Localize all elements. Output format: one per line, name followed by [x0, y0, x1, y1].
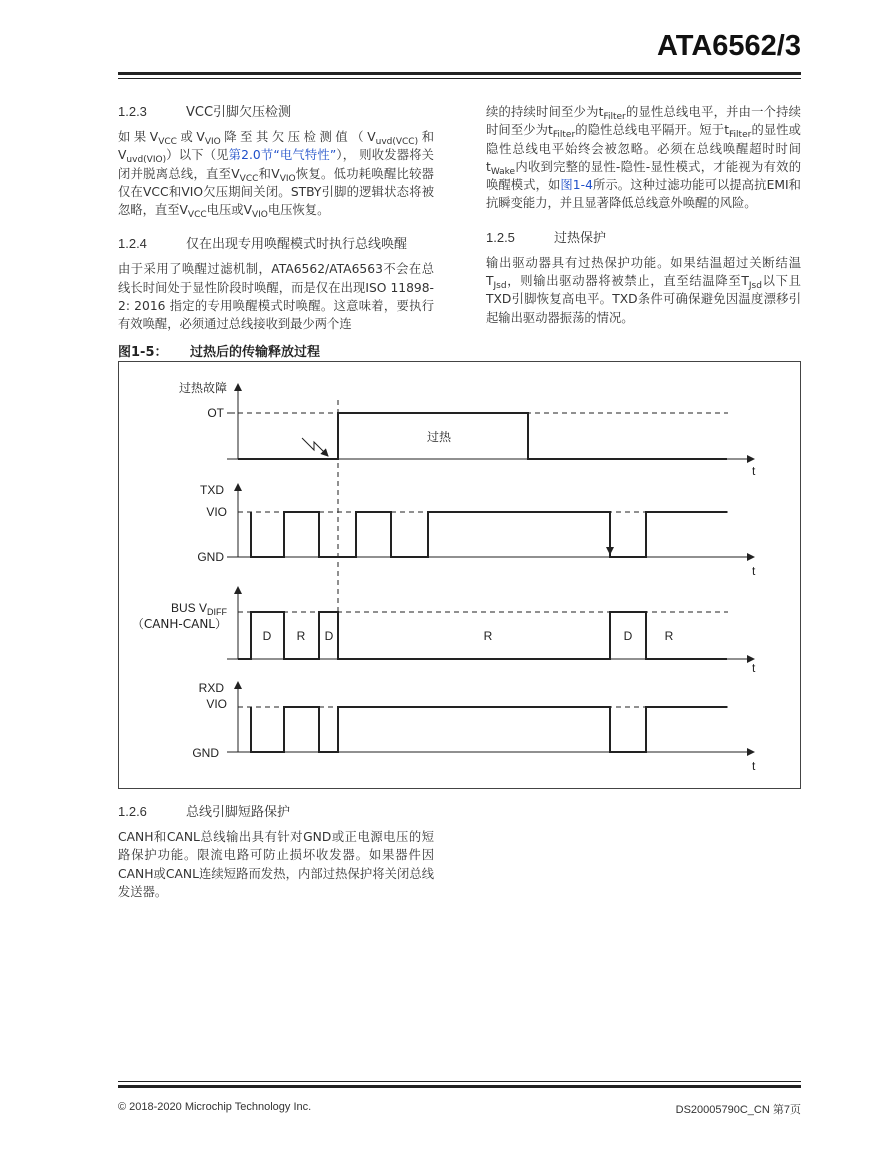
section-heading-1-2-4: [118, 235, 434, 255]
paragraph-overtemp: 输出驱动器具有过热保护功能。如果结温超过关断结温$T_{Jsd}$，则输出驱动器将被禁止，直至结温降至$T_{Jsd}$以下且TXD引脚恢复高电平。TXD条件可确保避免因温度漂移引起输出驱动器振荡的情况。: [486, 255, 801, 325]
label-bus-vdiff: BUS $V_{DIFF}$: [170, 601, 227, 617]
section-number: 1.2.4: [118, 236, 147, 252]
link-section-2-0[interactable]: 第2.0节“电气特性”: [228, 148, 337, 163]
txd-waveform: [251, 512, 727, 557]
header-rule-thin: [118, 78, 801, 79]
section-number: 1.2.6: [118, 804, 147, 819]
header-rule-thick: [118, 72, 801, 75]
document-title: ATA6562/3: [657, 30, 801, 62]
section-1-2-6-block: [118, 803, 434, 901]
label-rxd-vio: VIO: [206, 697, 227, 711]
label-canh-canl: （CANH-CANL）: [131, 617, 227, 631]
lightning-arrow-icon: [302, 438, 328, 456]
bus-waveform: [238, 612, 727, 659]
section-title: 总线引脚短路保护: [186, 805, 291, 820]
label-rxd: RXD: [198, 681, 224, 695]
label-txd-gnd: GND: [197, 550, 224, 564]
footer-copyright: © 2018-2020 Microchip Technology Inc.: [118, 1101, 312, 1113]
section-title: 仅在出现专用唤醒模式时执行总线唤醒: [186, 237, 408, 253]
figure-number: 图1-5：: [118, 345, 168, 360]
footer-rule-thin: [118, 1081, 801, 1082]
label-t-axis-4: t: [752, 759, 756, 773]
bus-state-1: D: [262, 629, 272, 643]
label-ot: OT: [207, 406, 224, 420]
label-overheat-fault: 过热故障: [178, 381, 227, 395]
label-t-axis-2: t: [752, 564, 756, 578]
left-column: [118, 103, 434, 334]
overheat-waveform: [238, 413, 727, 459]
bus-state-4: R: [483, 629, 493, 643]
paragraph-bus-wakeup: 由于采用了唤醒过滤机制，ATA6562/ATA6563不会在总线长时间处于显性阶段时唤醒，而是仅在出现ISO 11898-2: 2016 指定的专用唤醒模式时唤醒。这意味着，要执行有效唤醒，必须通过总线接收到最少两个连: [118, 262, 434, 332]
section-number: 1.2.3: [118, 104, 147, 119]
timing-diagram-svg: [119, 362, 800, 788]
section-heading-1-2-6: [118, 803, 434, 823]
right-column: [486, 103, 801, 327]
paragraph-vcc-undervoltage: 如果$V_{VCC}$或$V_{VIO}$降至其欠压检测值（$V_{uvd(VCC)}$和$V_{uvd(VIO)}$）以下（见第2.0节“电气特性”）， 则收发器将关闭并脱离总线，直至$V_{VCC}$和$V_{VIO}$恢复。低功耗唤醒比较器仅在VCC和VIO欠压期间关闭。STBY引脚的逻辑状态将被忽略，直至$V_{VCC}$电压或$V_{VIO}$电压恢复。: [118, 130, 434, 221]
figure-caption: [118, 341, 320, 360]
label-overheat: 过热: [426, 430, 452, 444]
bus-state-6: R: [664, 629, 674, 643]
label-rxd-gnd: GND: [192, 746, 219, 760]
section-title: VCC引脚欠压检测: [186, 105, 292, 120]
label-txd: TXD: [200, 483, 224, 497]
label-t-axis-3: t: [752, 661, 756, 675]
footer-rule-thick: [118, 1085, 801, 1088]
section-title: 过热保护: [554, 230, 607, 246]
rxd-waveform: [251, 707, 727, 752]
paragraph-short-circuit: CANH和CANL总线输出具有针对GND或正电源电压的短路保护功能。限流电路可防止损坏收发器。如果器件因CANH或CANL连续短路而发热，内部过热保护将关闭总线发送器。: [118, 830, 434, 899]
section-heading-1-2-5: [486, 229, 801, 249]
figure-title: 过热后的传输释放过程: [190, 345, 321, 360]
link-figure-1-4[interactable]: 图1-4: [560, 178, 593, 193]
label-t-axis-1: t: [752, 464, 756, 478]
section-number: 1.2.5: [486, 229, 515, 245]
footer-page-number: DS20005790C_CN 第7页: [675, 1104, 801, 1116]
paragraph-wakeup-filter: 续的持续时间至少为$t_{Filter}$的显性总线电平，并由一个持续时间至少为$t_{Filter}$的隐性总线电平隔开。短于$t_{Filter}$的显性或隐性总线电平始终会被忽略。必须在总线唤醒超时时间$t_{Wake}$内收到完整的显性-隐性-显性模式，才能视为有效的唤醒模式，如图1-4所示。这种过滤功能可以提高抗EMI和抗瞬变能力，并且显著降低总线意外唤醒的风险。: [486, 105, 801, 211]
bus-state-2: R: [296, 629, 306, 643]
section-heading-1-2-3: [118, 103, 434, 123]
bus-state-5: D: [623, 629, 633, 643]
label-txd-vio: VIO: [206, 505, 227, 519]
timing-diagram: [118, 361, 801, 789]
bus-state-3: D: [324, 629, 334, 643]
